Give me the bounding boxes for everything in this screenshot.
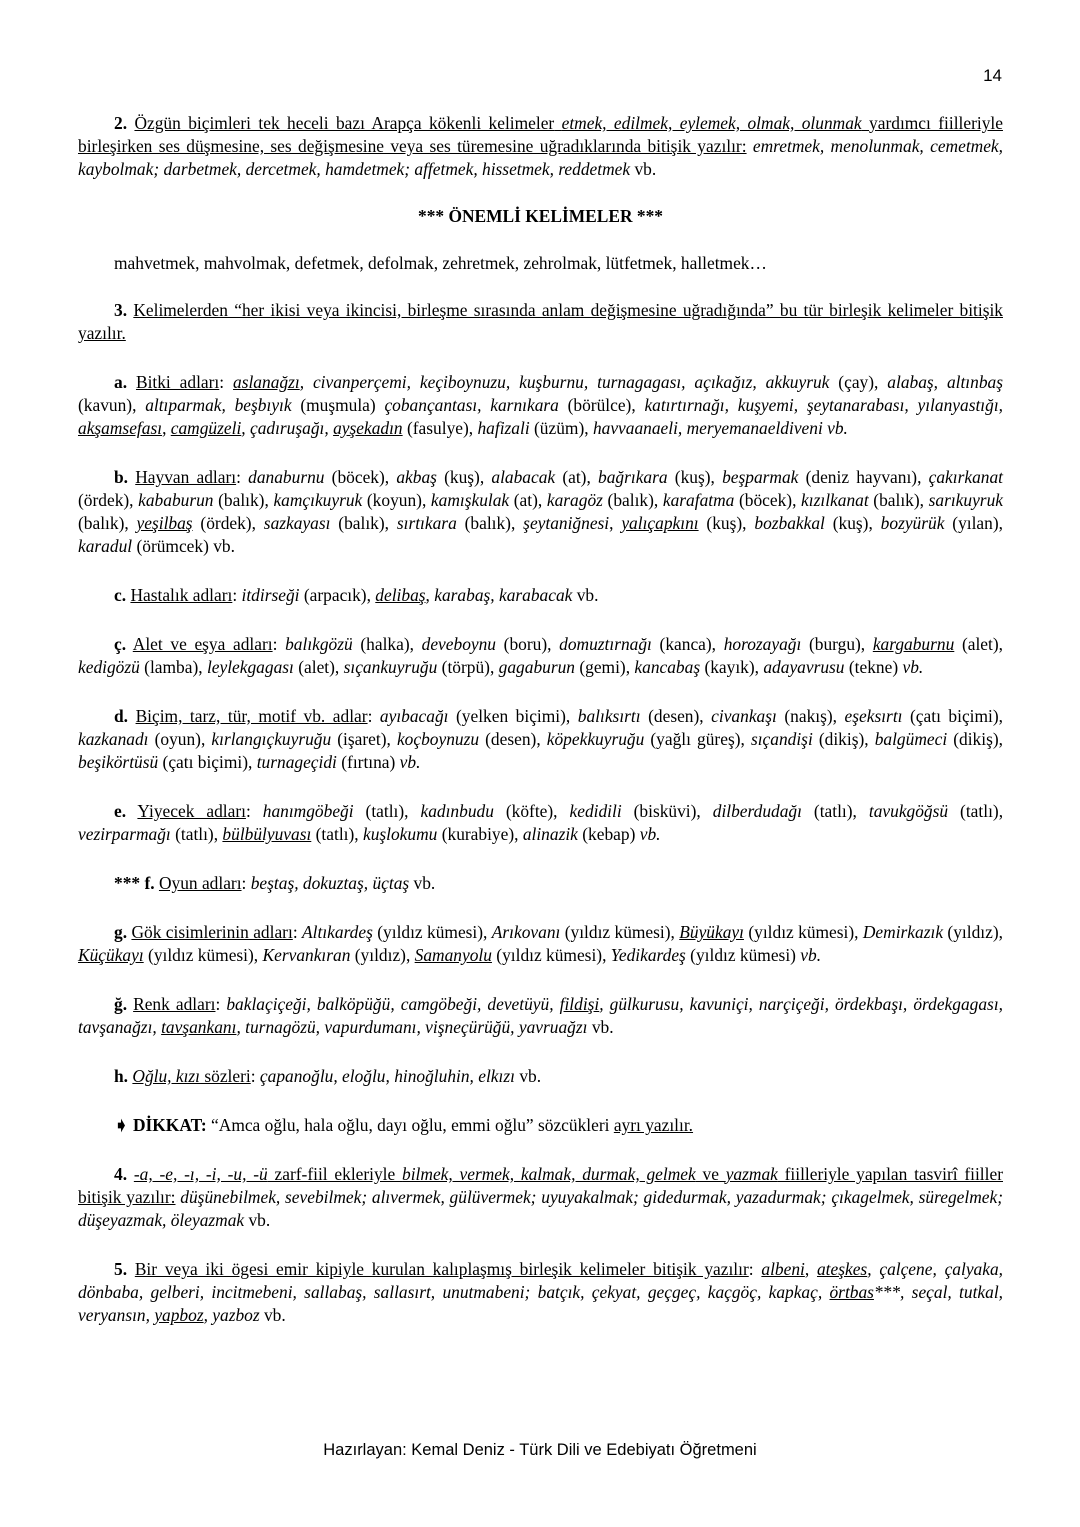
- item-d-shape-names: d. Biçim, tarz, tür, motif vb. adlar: ayıbacağı (yelken biçimi), balıksırtı (desen), civankaşı (nakış), eşeksırtı (çatı biçimi), kazkanadı (oyun), kırlangıçkuyruğu (işaret), koçboynuzu (desen), köpekkuyruğu (yağlı güreş), sıçandişi (dikiş), balgümeci (dikiş), beşikörtüsü (çatı biçimi), turnageçidi (fırtına) vb.: [78, 706, 1004, 772]
- document-body: [78, 112, 1003, 1327]
- warning-note: ➧ DİKKAT: “Amca oğlu, hala oğlu, dayı oğlu, emmi oğlu” sözcükleri ayrı yazılır.: [114, 1115, 694, 1135]
- important-words-heading: *** ÖNEMLİ KELİMELER ***: [418, 206, 663, 226]
- item-a-plant-names: a. Bitki adları: aslanağzı, civanperçemi, keçiboynuzu, kuşburnu, turnagagası, açıkağız, akkuyruk (çay), alabaş, altınbaş (kavun), altıparmak, beşbıyık (muşmula) çobançantası, karnıkara (börülce), katırtırnağı, kuşyemi, şeytanarabası, yılanyastığı, akşamsefası, camgüzeli, çadıruşağı, ayşekadın (fasulye), hafizali (üzüm), havvaanaeli, meryemanaeldiveni vb.: [78, 372, 1003, 438]
- section-4: 4. -a, -e, -ı, -i, -u, -ü zarf-fiil ekleriyle bilmek, vermek, kalmak, durmak, gelmek ve yazmak fiilleriyle yapılan tasvirî fiiller bitişik yazılır: düşünebilmek, sevebilmek; alıvermek, gülüvermek; uyuyakalmak; gidedurmak, yazadurmak; çıkagelmek, süregelmek; düşeyazmak, öleyazmak vb.: [78, 1164, 1003, 1230]
- item-f-game-names: *** f. Oyun adları: beştaş, dokuztaş, üçtaş vb.: [114, 873, 436, 893]
- section-2: 2. Özgün biçimleri tek heceli bazı Arapça kökenli kelimeler etmek, edilmek, eylemek, olmak, olunmak yardımcı fiilleriyle birleşirken ses düşmesine, ses değişmesine veya ses türemesine uğradıklarında bitişik yazılır: emretmek, menolunmak, cemetmek, kaybolmak; darbetmek, dercetmek, hamdetmek; affetmek, hissetmek, reddetmek vb.: [78, 113, 1003, 179]
- page-footer: Hazırlayan: Kemal Deniz - Türk Dili ve Edebiyatı Öğretmeni: [323, 1441, 757, 1459]
- item-c-disease-names: c. Hastalık adları: itdirseği (arpacık), delibaş, karabaş, karabacak vb.: [114, 585, 599, 605]
- arrow-bullet-icon: ➧: [114, 1115, 129, 1135]
- section-5: 5. Bir veya iki ögesi emir kipiyle kurulan kalıplaşmış birleşik kelimeler bitişik yazılır: albeni, ateşkes, çalçene, çalyaka, dönbaba, gelberi, incitmebeni, sallabaş, sallasırt, unutmabeni; batçık, çekyat, geçgeç, kaçgöç, kapkaç, örtbas***, seçal, tutkal, veryansın, yapboz, yazboz vb.: [78, 1259, 1003, 1325]
- item-g-celestial-names: g. Gök cisimlerinin adları: Altıkardeş (yıldız kümesi), Arıkovanı (yıldız kümesi), Büyükayı (yıldız kümesi), Demirkazık (yıldız), Küçükayı (yıldız kümesi), Kervankıran (yıldız), Samanyolu (yıldız kümesi), Yedikardeş (yıldız kümesi) vb.: [78, 922, 1003, 965]
- item-h-oglu-kizi: h. Oğlu, kızı sözleri: çapanoğlu, eloğlu, hinoğluhin, elkızı vb.: [114, 1066, 542, 1086]
- item-gg-color-names: ğ. Renk adları: baklaçiçeği, balköpüğü, camgöbeği, devetüyü, fildişi, gülkurusu, kavuniçi, narçiçeği, ördekbaşı, ördekgagası, tavşanağzı, tavşankanı, turnagözü, vapurdumanı, vişneçürüğü, yavruağzı vb.: [78, 994, 1003, 1037]
- item-b-animal-names: b. Hayvan adları: danaburnu (böcek), akbaş (kuş), alabacak (at), bağrıkara (kuş), beşparmak (deniz hayvanı), çakırkanat (ördek), kababurun (balık), kamçıkuyruk (koyun), kamışkulak (at), karagöz (balık), karafatma (böcek), kızılkanat (balık), sarıkuyruk (balık), yeşilbaş (ördek), sazkayası (balık), sırtıkara (balık), şeytaniğnesi, yalıçapkını (kuş), bozbakkal (kuş), bozyürük (yılan), karadul (örümcek) vb.: [78, 467, 1003, 556]
- section-3: 3. Kelimelerden “her ikisi veya ikincisi, birleşme sırasında anlam değişmesine uğradığında” bu tür birleşik kelimeler bitişik yazılır.: [78, 300, 1003, 343]
- item-e-food-names: e. Yiyecek adları: hanımgöbeği (tatlı), kadınbudu (köfte), kedidili (bisküvi), dilberdudağı (tatlı), tavukgöğsü (tatlı), vezirparmağı (tatlı), bülbülyuvası (tatlı), kuşlokumu (kurabiye), alinazik (kebap) vb.: [78, 801, 1004, 844]
- page-number: 14: [983, 66, 1002, 85]
- important-words-list: mahvetmek, mahvolmak, defetmek, defolmak, zehretmek, zehrolmak, lütfetmek, halletmek…: [114, 253, 767, 273]
- item-cc-tool-names: ç. Alet ve eşya adları: balıkgözü (halka), deveboynu (boru), domuztırnağı (kanca), horozayağı (burgu), kargaburnu (alet), kedigözü (lamba), leylekgagası (alet), sıçankuyruğu (törpü), gagaburun (gemi), kancabaş (kayık), adayavrusu (tekne) vb.: [78, 634, 1003, 677]
